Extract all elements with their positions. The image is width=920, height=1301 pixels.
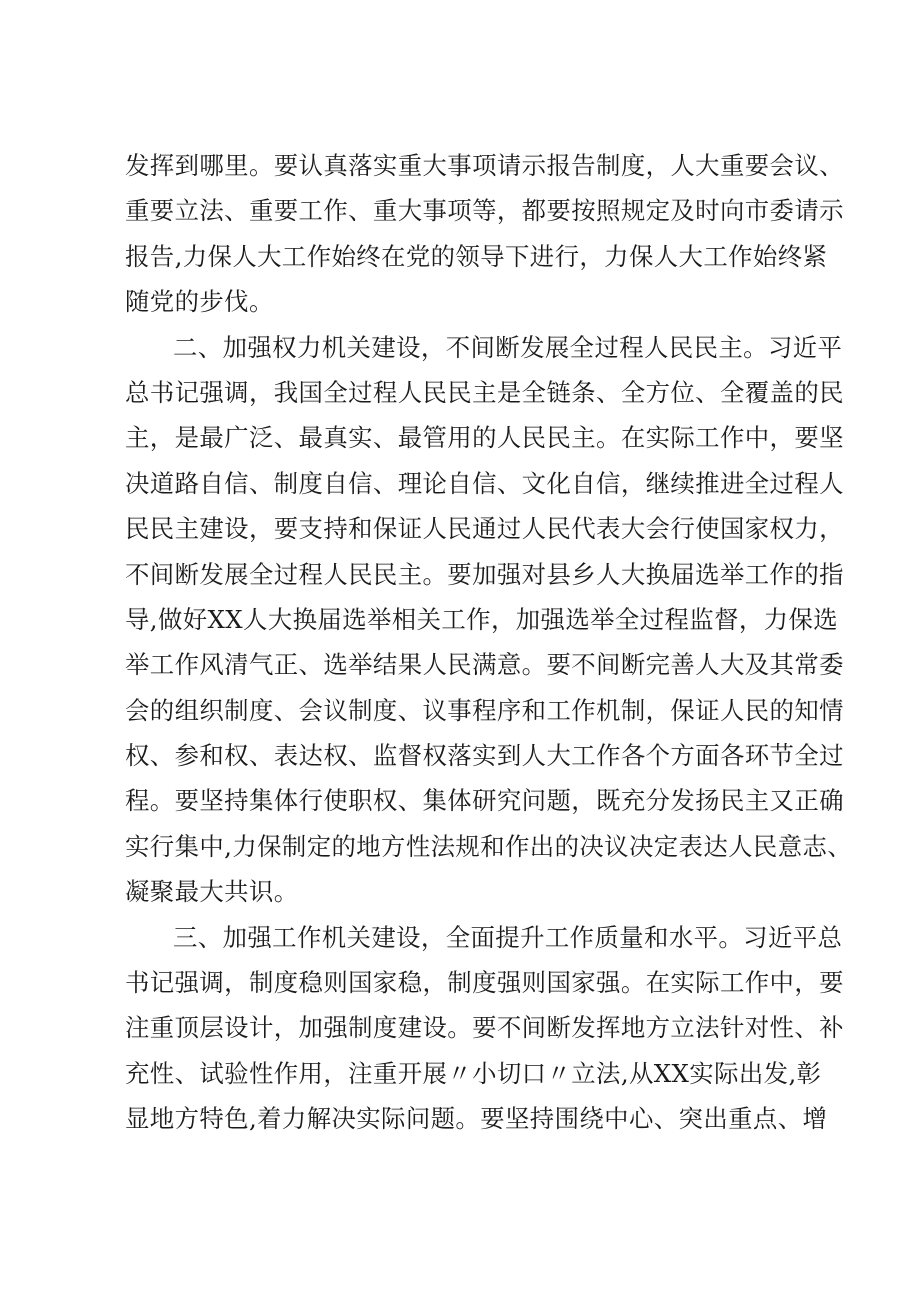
paragraph-3 bbox=[125, 915, 844, 1142]
paragraph-heading-line: 三、加强工作机关建设，全面提升工作质量和水平。习近平总 bbox=[173, 922, 843, 952]
text-line: 显地方特色,着力解决实际问题。要坚持围绕中心、突出重点、增 bbox=[125, 1104, 828, 1134]
text-line: 民民主建设，要支持和保证人民通过人民代表大会行使国家权力， bbox=[125, 514, 844, 544]
text-line: 书记强调，制度稳则国家稳，制度强则国家强。在实际工作中，要 bbox=[125, 968, 844, 998]
text-line: 会的组织制度、会议制度、议事程序和工作机制，保证人民的知情 bbox=[125, 695, 844, 725]
text-line: 导,做好XX人大换届选举相关工作，加强选举全过程监督，力保选 bbox=[125, 604, 839, 634]
text-line: 不间断发展全过程人民民主。要加强对县乡人大换届选举工作的指 bbox=[125, 559, 844, 589]
text-line: 发挥到哪里。要认真落实重大事项请示报告制度，人大重要会议、 bbox=[125, 151, 844, 180]
text-line: 权、参和权、表达权、监督权落实到人大工作各个方面各环节全过 bbox=[125, 741, 844, 771]
paragraph-1 bbox=[125, 143, 844, 325]
text-line: 重要立法、重要工作、重大事项等，都要按照规定及时向市委请示 bbox=[125, 196, 844, 226]
paragraph-2 bbox=[125, 325, 853, 915]
text-line: 程。要坚持集体行使职权、集体研究问题，既充分发扬民主又正确 bbox=[125, 786, 844, 816]
text-line: 报告,力保人大工作始终在党的领导下进行，力保人大工作始终紧 bbox=[125, 241, 828, 271]
text-line: 充性、试验性作用，注重开展〃小切口〃立法,从XX实际出发,彰 bbox=[125, 1058, 822, 1088]
body-text bbox=[125, 143, 853, 1142]
text-line: 举工作风清气正、选举结果人民满意。要不间断完善人大及其常委 bbox=[125, 650, 844, 680]
text-line: 决道路自信、制度自信、理论自信、文化自信，继续推进全过程人 bbox=[125, 468, 844, 498]
text-line: 注重顶层设计，加强制度建设。要不间断发挥地方立法针对性、补 bbox=[125, 1013, 844, 1043]
paragraph-heading-line: 二、加强权力机关建设，不间断发展全过程人民民主。习近平 bbox=[173, 332, 843, 362]
text-line: 总书记强调，我国全过程人民民主是全链条、全方位、全覆盖的民 bbox=[125, 377, 844, 407]
text-line: 主，是最广泛、最真实、最管用的人民民主。在实际工作中，要坚 bbox=[125, 423, 844, 453]
text-line: 随党的步伐。 bbox=[125, 287, 274, 317]
text-line: 凝聚最大共识。 bbox=[125, 877, 299, 907]
text-line: 实行集中,力保制定的地方性法规和作出的决议决定表达人民意志、 bbox=[125, 831, 853, 861]
